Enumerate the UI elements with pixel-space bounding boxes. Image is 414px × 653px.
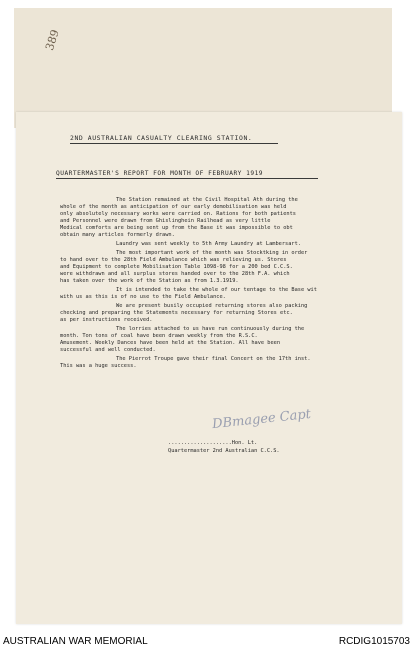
body-line: has taken over the work of the Station as from 1.3.1919. xyxy=(60,278,239,284)
body-line: to hand over to the 28th Field Ambulance which was relieving us. Stores xyxy=(60,257,287,263)
body-line: as per instructions received. xyxy=(60,317,153,323)
body-line: checking and preparing the Statements necessary for returning Stores etc. xyxy=(60,310,293,316)
body-line: obtain many articles formerly drawn. xyxy=(60,232,175,238)
title-underline xyxy=(56,178,318,179)
body-line: We are present busily occupied returning stores also packing xyxy=(116,303,308,309)
body-line: were withdrawn and all surplus stores handed over to the 28th F.A. which xyxy=(60,271,290,277)
body-line: successful and well conducted. xyxy=(60,347,156,353)
body-line: It is intended to take the whole of our tentage to the Base wit xyxy=(116,287,317,293)
body-line: Amusement. Weekly Dances have been held at the Station. All have been xyxy=(60,340,281,346)
body-line: The Pierrot Troupe gave their final Concert on the 17th inst. xyxy=(116,356,311,362)
back-sheet xyxy=(14,8,392,128)
signatory-title: Quartermaster 2nd Australian C.C.S. xyxy=(168,448,280,454)
footer-record-id: RCDIG1015703 xyxy=(338,636,410,647)
report-title: QUARTERMASTER'S REPORT FOR MONTH OF FEBRUARY 1919 xyxy=(56,170,264,177)
document-heading: 2ND AUSTRALIAN CASUALTY CLEARING STATION. xyxy=(70,134,253,142)
body-line: whole of the month as anticipation of our early demobilisation was held xyxy=(60,204,287,210)
folio-number: 389 xyxy=(43,28,62,53)
body-line: Laundry was sent weekly to 5th Army Laundry at Lambersart. xyxy=(116,241,301,247)
body-line: This was a huge success. xyxy=(60,363,137,369)
body-line: month. Ton tons of coal have been drawn weekly from the R.S.C. xyxy=(60,333,258,339)
body-line: and Equipment to complete Mobilisation Table 1098-98 for a 200 bed C.C.S. xyxy=(60,264,293,270)
body-line: only absolutely necessary works were carried on. Rations for both patients xyxy=(60,211,296,217)
body-line: The Station remained at the Civil Hospital Ath during the xyxy=(116,197,298,203)
body-line: with us as this is of no use to the Field Ambulance. xyxy=(60,294,226,300)
footer-credit: AUSTRALIAN WAR MEMORIAL xyxy=(3,636,148,647)
body-line: The most important work of the month was Stocktking in order xyxy=(116,250,308,256)
body-line: The lorries attached to us have run continuously during the xyxy=(116,326,305,332)
body-line: and Personnel were drawn from Ghislinghein Railhead as very little xyxy=(60,218,271,224)
signature-line: ....................Hon. Lt. xyxy=(168,440,258,446)
footer-bar xyxy=(0,631,414,653)
handwritten-signature: DBmagee Capt xyxy=(211,406,312,433)
body-line: Medical comforts are being sent up from the Base it was impossible to obt xyxy=(60,225,293,231)
heading-underline xyxy=(70,143,278,144)
